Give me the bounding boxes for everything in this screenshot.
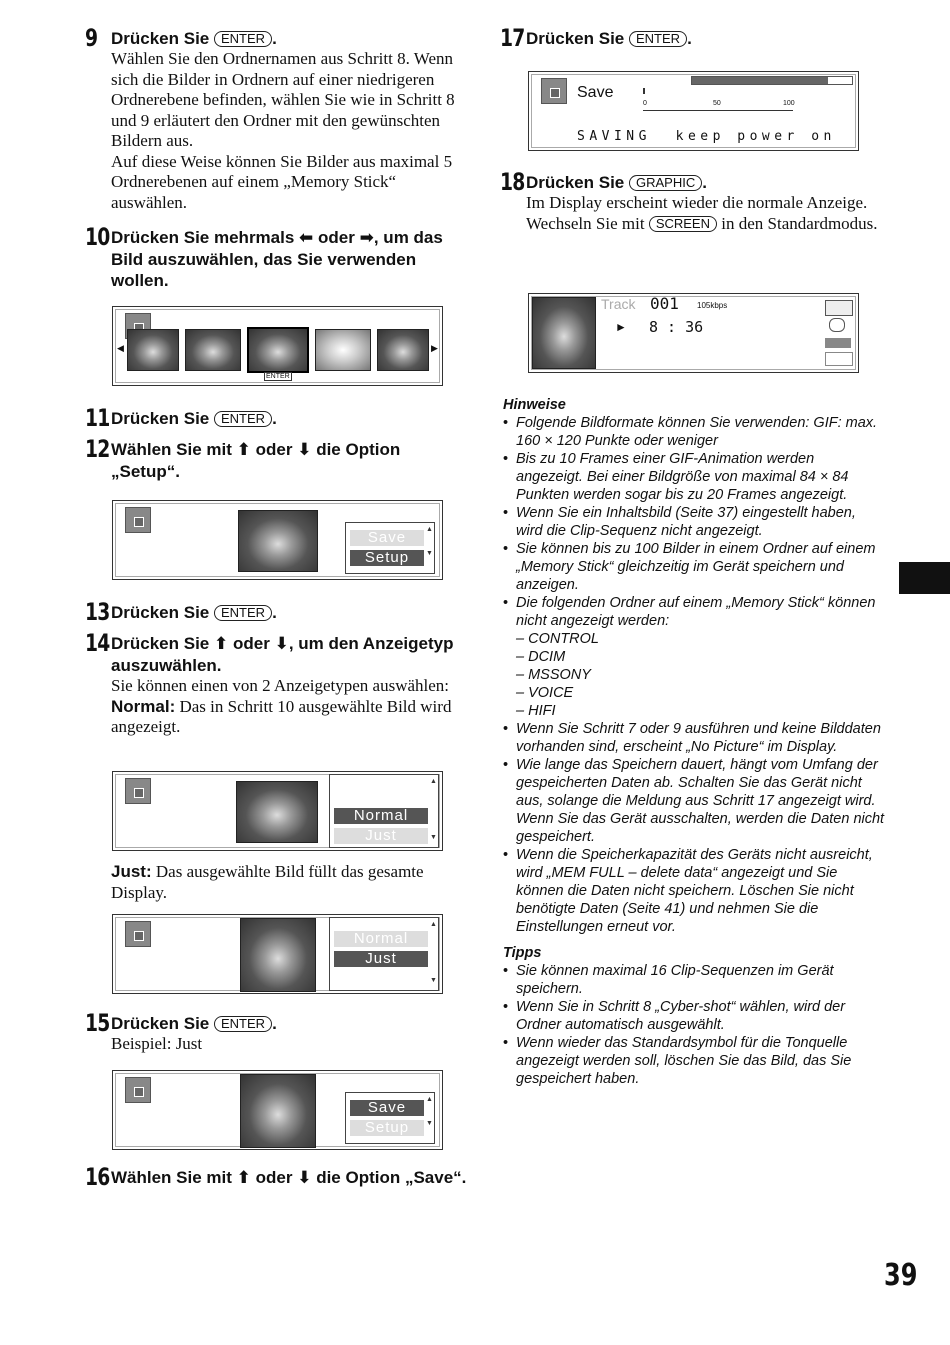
step-number: 9: [85, 24, 98, 52]
step-number: 11: [85, 404, 110, 432]
thumbnail-image: [377, 329, 429, 371]
display-standard-mode: [528, 293, 859, 373]
arrow-up-icon: ⬆: [236, 1168, 251, 1188]
folder-icon: [125, 778, 151, 804]
menu-item-save: Save: [350, 1100, 424, 1116]
elapsed-time: 8 : 36: [649, 318, 704, 336]
scrollbar: ▲ ▼: [430, 777, 437, 841]
step-body: Wechseln Sie mit SCREEN in den Standardmodus.: [526, 213, 878, 233]
enter-key: ENTER: [214, 411, 272, 427]
enter-key: ENTER: [629, 31, 687, 47]
scrollbar: ▲ ▼: [430, 920, 437, 984]
step-number: 14: [85, 629, 110, 657]
step-heading: Drücken Sie ENTER .: [111, 29, 277, 48]
scale-label-50: 50: [713, 100, 721, 107]
note-item: • Die folgenden Ordner auf einem „Memory Stick“ können nicht angezeigt werden:: [503, 594, 885, 630]
notes-section: [503, 396, 885, 1088]
folder-name: – MSSONY: [516, 667, 591, 683]
track-label: Track: [601, 296, 636, 312]
step-13: [85, 598, 470, 626]
display-setup-menu: [112, 500, 443, 580]
right-column: [500, 24, 885, 52]
screen-key: SCREEN: [649, 216, 717, 232]
menu-item-setup: Setup: [350, 550, 424, 566]
step-heading: Drücken Sie ENTER .: [526, 29, 692, 48]
scale-tick: [643, 88, 645, 94]
left-column-step-15: [85, 1009, 470, 1055]
step-number: 16: [85, 1163, 110, 1191]
step-9: [85, 24, 470, 213]
thumbnail-image: [127, 329, 179, 371]
tip-item: • Wenn Sie in Schritt 8 „Cyber-shot“ wählen, wird der Ordner automatisch ausgewählt.: [503, 998, 885, 1034]
option-menu: [345, 1092, 435, 1144]
step-heading: Drücken Sie ENTER .: [111, 409, 277, 428]
folder-icon: [125, 1077, 151, 1103]
tips-heading: Tipps: [503, 945, 542, 961]
folder-name: – CONTROL: [516, 631, 599, 647]
enter-key: ENTER: [214, 605, 272, 621]
display-saving: [528, 71, 859, 151]
step-10: [85, 223, 470, 291]
menu-item-setup: Setup: [350, 1120, 424, 1136]
note-item: • Wenn die Speicherkapazität des Geräts nicht ausreicht, wird „MEM FULL – delete data“ angezeigt und Sie können die Daten nicht speichern. Löschen Sie nicht benötigte Daten (Seite 41) und nehmen Sie die Einstellungen erneut vor.: [503, 846, 885, 936]
level-icon: [825, 352, 853, 366]
saving-status: SAVING keep power on: [577, 129, 836, 144]
source-image: [532, 297, 596, 369]
folder-icon: [541, 78, 567, 104]
step-heading: Drücken Sie ENTER .: [111, 603, 277, 622]
note-item: • Bis zu 10 Frames einer GIF-Animation werden angezeigt. Bei einer Bildgröße von maximal 84 × 84 Punkten werden sogar bis zu 20 Frames angezeigt.: [503, 450, 885, 504]
step-number: 15: [85, 1009, 110, 1037]
tip-item: • Sie können maximal 16 Clip-Sequenzen im Gerät speichern.: [503, 962, 885, 998]
step-heading: Drücken Sie ENTER .: [111, 1014, 277, 1033]
status-icon: [825, 338, 851, 348]
step-15: [85, 1009, 470, 1055]
right-column-step-18: [500, 168, 885, 234]
option-menu: [329, 774, 439, 848]
step-17: [500, 24, 885, 52]
selected-image: [240, 1074, 316, 1148]
menu-item-just: Just: [334, 828, 428, 844]
normal-description: Normal: Das in Schritt 10 ausgewählte Bild wird angezeigt.: [111, 696, 452, 736]
selected-image: [238, 510, 318, 572]
menu-item-save: Save: [350, 530, 424, 546]
left-column-steps-11-12: [85, 404, 470, 482]
notes-list: [503, 414, 885, 936]
step-number: 10: [85, 223, 110, 251]
step-heading: Drücken Sie ⬆ oder ⬇, um den Anzeigetyp auszuwählen.: [111, 634, 454, 675]
tip-item: • Wenn wieder das Standardsymbol für die Tonquelle angezeigt werden soll, löschen Sie das Bild, das Sie gespeichert haben.: [503, 1034, 885, 1088]
arrow-down-icon: ⬇: [297, 440, 312, 460]
note-item: • Wenn Sie ein Inhaltsbild (Seite 37) eingestellt haben, wird die Clip-Sequenz nicht angezeigt.: [503, 504, 885, 540]
scale-line: [643, 110, 793, 111]
note-item: • Sie können bis zu 100 Bilder in einem Ordner auf einem „Memory Stick“ gleichzeitig im Gerät speichern und anzeigen.: [503, 540, 885, 594]
display-thumbnail-strip: [112, 306, 443, 386]
save-title: Save: [577, 84, 614, 101]
scale-label-0: 0: [643, 100, 647, 107]
graphic-key: GRAPHIC: [629, 175, 702, 191]
bitrate: 105kbps: [697, 301, 728, 310]
step-heading: Drücken Sie mehrmals ⬅ oder ➡, um das Bild auszuwählen, das Sie verwenden wollen.: [111, 228, 443, 290]
step-11: [85, 404, 470, 432]
note-item: • Wie lange das Speichern dauert, hängt vom Umfang der gespeicherten Daten ab. Schalten Sie das Gerät nicht aus, solange die Meldung aus Schritt 17 angezeigt wird. Wenn Sie das Gerät ausschalten, werden die Daten nicht gespeichert.: [503, 756, 885, 846]
menu-item-normal: Normal: [334, 808, 428, 824]
tips-list: [503, 962, 885, 1088]
folder-name: – DCIM: [516, 649, 566, 665]
menu-item-just: Just: [334, 951, 428, 967]
step-number: 17: [500, 24, 525, 52]
step-12: [85, 435, 470, 482]
step-heading: Wählen Sie mit ⬆ oder ⬇ die Option „Save“.: [111, 1168, 467, 1188]
selected-image: [236, 781, 318, 843]
folder-name: – VOICE: [516, 685, 574, 701]
notes-heading: Hinweise: [503, 397, 566, 413]
step-body: Auf diese Weise können Sie Bilder aus maximal 5 Ordnerebenen auf einem „Memory Stick“ auswählen.: [111, 151, 453, 212]
progress-fill: [692, 77, 828, 84]
display-normal-mode: [112, 771, 443, 851]
play-icon: ►: [615, 320, 627, 334]
folder-icon: [125, 921, 151, 947]
scroll-right-icon: ▶: [431, 343, 438, 353]
arrow-down-icon: ⬇: [297, 1168, 312, 1188]
enter-key: ENTER: [214, 1016, 272, 1032]
left-column-step-16: [85, 1163, 470, 1191]
step-number: 13: [85, 598, 110, 626]
mode-icon: [829, 318, 845, 332]
option-menu: [345, 522, 435, 574]
arrow-up-icon: ⬆: [214, 634, 229, 654]
arrow-right-icon: ➡: [359, 228, 374, 248]
scrollbar: ▲ ▼: [426, 1095, 433, 1127]
step-number: 12: [85, 435, 110, 463]
note-item: • Wenn Sie Schritt 7 oder 9 ausführen und keine Bilddaten vorhanden sind, erscheint „No Picture“ im Display.: [503, 720, 885, 756]
memory-stick-icon: [825, 300, 853, 316]
progress-bar: [691, 76, 853, 85]
step-heading: Wählen Sie mit ⬆ oder ⬇ die Option „Setup“.: [111, 440, 401, 481]
scrollbar: ▲ ▼: [426, 525, 433, 557]
step-body: Im Display erscheint wieder die normale Anzeige.: [526, 193, 868, 212]
display-just-mode: [112, 914, 443, 994]
step-body: Sie können einen von 2 Anzeigetypen auswählen:: [111, 676, 450, 695]
folder-icon: [125, 507, 151, 533]
step-body: Beispiel: Just: [111, 1034, 203, 1053]
step-body: Wählen Sie den Ordnernamen aus Schritt 8. Wenn sich die Bilder in Ordnern auf einer niedrigeren Ordnerebene befinden, wählen Sie wie in Schritt 8 und 9 erläutert den Ordner mit den gewünschten Bildern aus.: [111, 49, 455, 150]
left-column-steps-13-14: [85, 598, 470, 738]
step-18: [500, 168, 885, 234]
thumbnail-image: [315, 329, 371, 371]
left-column: [85, 24, 470, 291]
option-menu: [329, 917, 439, 991]
arrow-left-icon: ⬅: [299, 228, 314, 248]
track-number: 001: [650, 294, 679, 313]
thumbnail-image-selected: [247, 327, 309, 373]
step-14: [85, 629, 470, 738]
thumbnail-image: [185, 329, 241, 371]
note-item: • Folgende Bildformate können Sie verwenden: GIF: max. 160 × 120 Punkte oder weniger: [503, 414, 885, 450]
menu-item-normal: Normal: [334, 931, 428, 947]
step-number: 18: [500, 168, 525, 196]
arrow-down-icon: ⬇: [274, 634, 289, 654]
enter-label: ENTER: [266, 373, 290, 380]
scale-label-100: 100: [783, 100, 795, 107]
enter-key: ENTER: [214, 31, 272, 47]
display-save-option: [112, 1070, 443, 1150]
scroll-left-icon: ◀: [117, 343, 124, 353]
arrow-up-icon: ⬆: [236, 440, 251, 460]
page-number: 39: [884, 1258, 918, 1293]
chapter-tab: [899, 562, 950, 594]
step-heading: Drücken Sie GRAPHIC .: [526, 173, 707, 192]
step-16: [85, 1163, 470, 1191]
folder-name: – HIFI: [516, 703, 556, 719]
just-description: Just: Das ausgewählte Bild füllt das gesamte Display.: [111, 862, 424, 902]
selected-image: [240, 918, 316, 992]
